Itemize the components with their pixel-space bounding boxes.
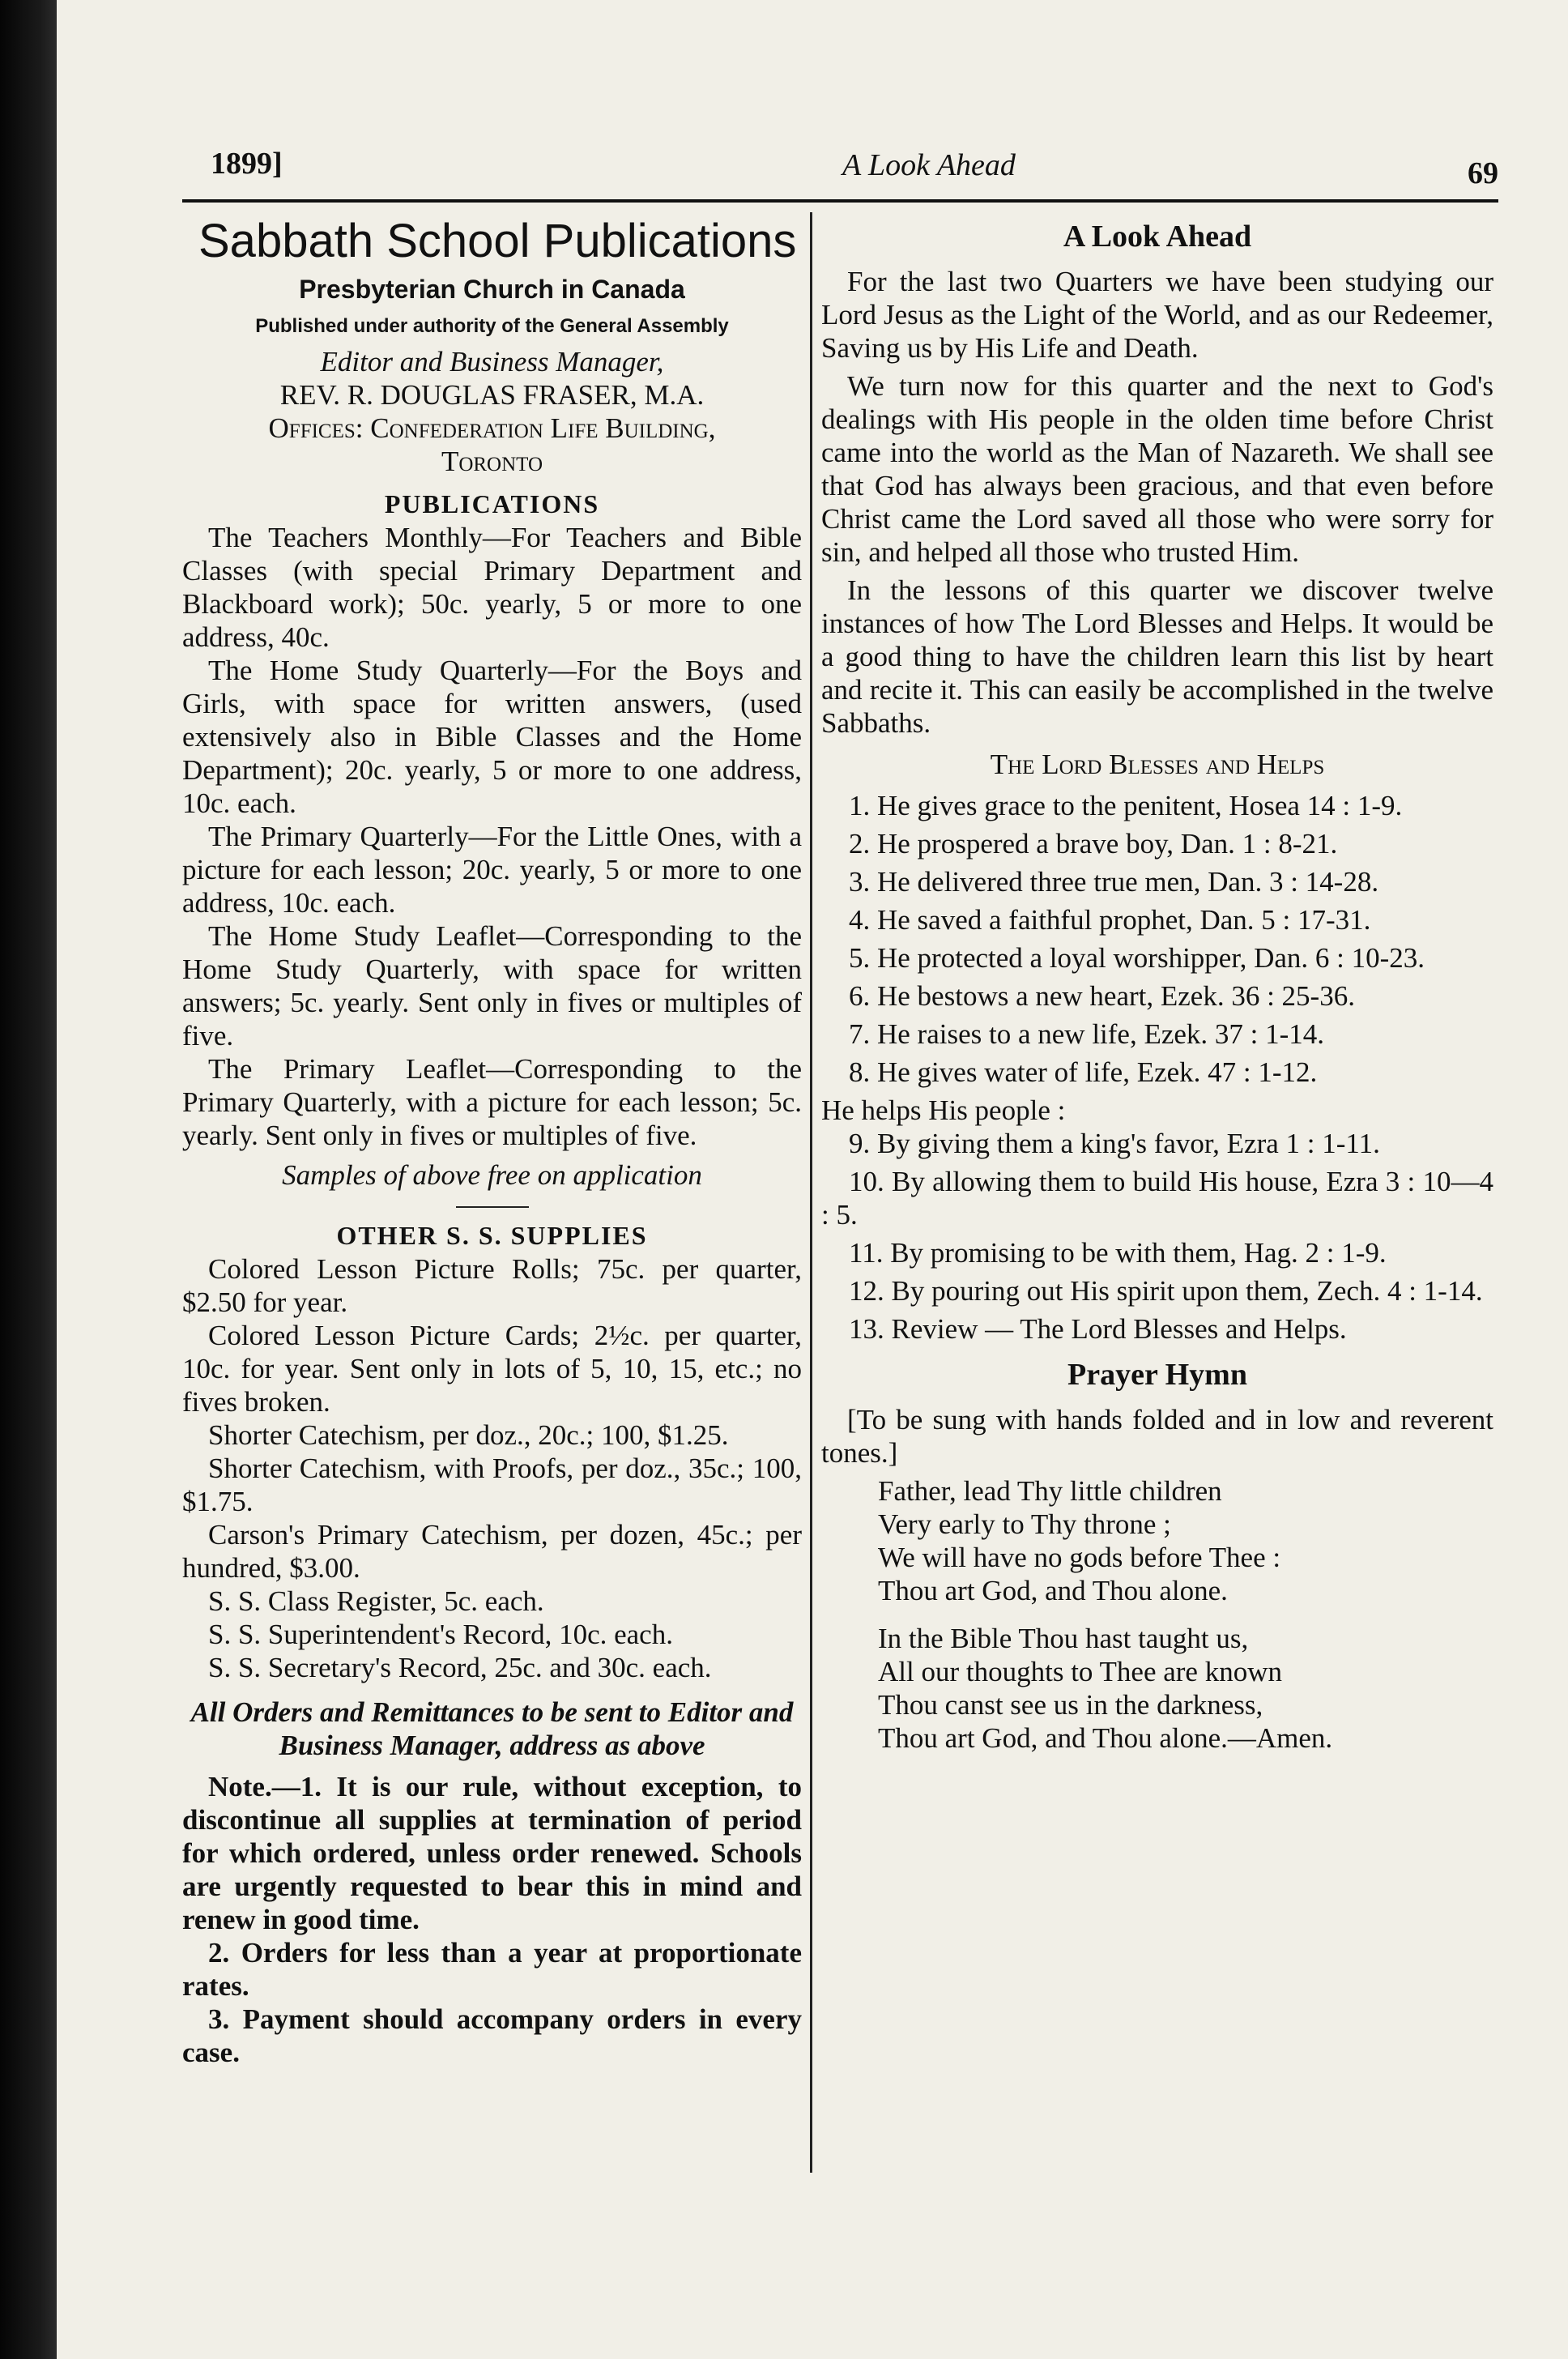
supply-item: Colored Lesson Picture Rolls; 75c. per quarter, $2.50 for year. <box>182 1253 802 1318</box>
left-column <box>182 212 802 2069</box>
city-line: Toronto <box>441 446 543 477</box>
lesson-item: 3. He delivered three true men, Dan. 3 : 14-28. <box>849 866 1379 898</box>
pub-item: The Primary Quarterly—For the Little Ones, with a picture for each lesson; 20c. yearly, 5 or more to one address, 10c. each. <box>182 821 802 919</box>
supply-item: Colored Lesson Picture Cards; 2½c. per quarter, 10c. for year. Sent only in lots of 5, 10, 15, etc.; no fives broken. <box>182 1320 802 1418</box>
lesson-item: 12. By pouring out His spirit upon them, Zech. 4 : 1-14. <box>849 1275 1483 1307</box>
lesson-item: 10. By allowing them to build His house, Ezra 3 : 10—4 : 5. <box>821 1166 1493 1231</box>
note-item: Note.—1. It is our rule, without exception, to discontinue all supplies at termination of period for which ordered, unless order renewed. Schools are urgently requested to bear this in mind and renew in good time. <box>182 1771 802 1935</box>
lesson-item: 5. He protected a loyal worshipper, Dan. 6 : 10-23. <box>849 942 1425 974</box>
supply-item: Shorter Catechism, with Proofs, per doz., 35c.; 100, $1.75. <box>182 1453 802 1517</box>
lesson-item: 4. He saved a faithful prophet, Dan. 5 : 17-31. <box>849 904 1371 936</box>
orders-note: All Orders and Remittances to be sent to Editor and Business Manager, address as above <box>190 1696 794 1761</box>
lesson-item: 2. He prospered a brave boy, Dan. 1 : 8-21. <box>849 828 1338 860</box>
hymn-line: Very early to Thy throne ; <box>878 1508 1171 1540</box>
supply-item: Carson's Primary Catechism, per dozen, 45c.; per hundred, $3.00. <box>182 1519 802 1584</box>
hymn-line: All our thoughts to Thee are known <box>878 1656 1282 1687</box>
pub-item: The Home Study Quarterly—For the Boys and Girls, with space for written answers, (used extensively also in Bible Classes and the Home Department); 20c. yearly, 5 or more to one address, 10c. each. <box>182 655 802 819</box>
lesson-item: 11. By promising to be with them, Hag. 2 : 1-9. <box>849 1237 1387 1269</box>
article-paragraph: For the last two Quarters we have been studying our Lord Jesus as the Light of the World, and as our Redeemer, Saving us by His Life and Death. <box>821 266 1493 364</box>
lesson-item: 9. By giving them a king's favor, Ezra 1 : 1-11. <box>849 1128 1380 1159</box>
editor-role: Editor and Business Manager, <box>320 346 664 378</box>
publications-title: Sabbath School Publications <box>198 215 797 267</box>
authority-line: Published under authority of the General Assembly <box>255 315 729 337</box>
note-item: 3. Payment should accompany orders in every case. <box>182 2003 802 2068</box>
note-item: 2. Orders for less than a year at proportionate rates. <box>182 1937 802 2002</box>
supply-item: Shorter Catechism, per doz., 20c.; 100, $1.25. <box>208 1419 729 1451</box>
hymn-note: [To be sung with hands folded and in low and reverent tones.] <box>821 1404 1493 1469</box>
hymn-title: Prayer Hymn <box>1067 1358 1247 1392</box>
lesson-item: 7. He raises to a new life, Ezek. 37 : 1-14. <box>849 1018 1325 1050</box>
article-paragraph: In the lessons of this quarter we discover twelve instances of how The Lord Blesses and Helps. It would be a good thing to have the children learn this list by heart and recite it. This can easily be accomplished in the twelve Sabbaths. <box>821 574 1493 739</box>
supply-item: S. S. Secretary's Record, 25c. and 30c. each. <box>208 1652 712 1683</box>
article-paragraph: We turn now for this quarter and the next to God's dealings with His people in the olden time before Christ came into the world as the Man of Nazareth. We shall see that God has always been gracious, and that even before Christ came the Lord saved all those who were sorry for sin, and helped all those who trusted Him. <box>821 370 1493 568</box>
samples-note: Samples of above free on application <box>282 1159 702 1191</box>
hymn-line: Thou art God, and Thou alone. <box>878 1575 1228 1606</box>
supply-item: S. S. Class Register, 5c. each. <box>208 1585 544 1617</box>
lesson-item: 1. He gives grace to the penitent, Hosea 14 : 1-9. <box>849 790 1403 821</box>
pub-item: The Primary Leaflet—Corresponding to the Primary Quarterly, with a picture for each lesson; 5c. yearly. Sent only in fives or multiples of five. <box>182 1053 802 1151</box>
stanza-gap <box>821 1607 1493 1622</box>
lesson-item: 13. Review — The Lord Blesses and Helps. <box>849 1313 1347 1345</box>
hymn-line: Father, lead Thy little children <box>878 1475 1222 1507</box>
supply-item: S. S. Superintendent's Record, 10c. each. <box>208 1619 673 1650</box>
church-name: Presbyterian Church in Canada <box>299 275 685 304</box>
hymn-line: Thou art God, and Thou alone.—Amen. <box>878 1722 1333 1754</box>
publications-heading: PUBLICATIONS <box>384 489 600 518</box>
hymn-line: We will have no gods before Thee : <box>878 1542 1281 1573</box>
column-rule <box>810 212 812 2173</box>
list-heading: The Lord Blesses and Helps <box>990 749 1325 780</box>
running-head <box>154 138 1498 190</box>
hymn-line: In the Bible Thou hast taught us, <box>878 1623 1249 1654</box>
pub-item: The Teachers Monthly—For Teachers and Bible Classes (with special Primary Department and Blackboard work); 50c. yearly, 5 or more to one address, 40c. <box>182 522 802 653</box>
section-divider <box>456 1206 529 1208</box>
year: 1899] <box>211 147 283 181</box>
page-number: 69 <box>1468 156 1498 190</box>
article-heading: A Look Ahead <box>1063 220 1252 254</box>
right-column <box>821 220 1493 1755</box>
offices-line: Offices: Confederation Life Building, <box>268 412 716 444</box>
header-rule <box>182 199 1498 203</box>
scan-edge <box>0 0 57 2359</box>
lesson-item: 6. He bestows a new heart, Ezek. 36 : 25-36. <box>849 980 1355 1012</box>
supplies-heading: OTHER S. S. SUPPLIES <box>336 1221 648 1250</box>
running-title: A Look Ahead <box>842 148 1016 182</box>
hymn-line: Thou canst see us in the darkness, <box>878 1689 1263 1721</box>
lesson-subheading: He helps His people : <box>821 1094 1066 1126</box>
editor-name: REV. R. DOUGLAS FRASER, M.A. <box>279 379 705 411</box>
lesson-item: 8. He gives water of life, Ezek. 47 : 1-12. <box>849 1056 1318 1088</box>
pub-item: The Home Study Leaflet—Corresponding to the Home Study Quarterly, with space for written answers; 5c. yearly. Sent only in fives or multiples of five. <box>182 920 802 1052</box>
